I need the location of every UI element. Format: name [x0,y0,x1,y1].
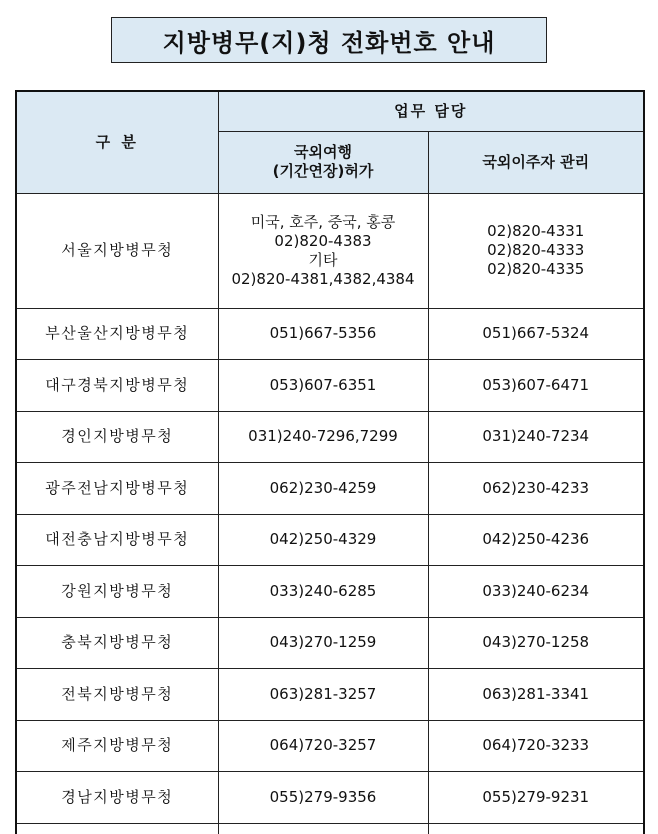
travel-cell [218,193,428,308]
region-cell: 강원지방병무청 [16,566,218,618]
region-cell: 대구경북지방병무청 [16,360,218,412]
emigrant-cell: 062)230-4233 [428,463,644,515]
table-row [16,514,644,566]
emigrant-cell: 042)250-4236 [428,514,644,566]
header-category: 구 분 [16,91,218,193]
header-travel-line2: (기간연장)허가 [272,162,374,180]
table-row [16,411,644,463]
emigrant-cell: 063)281-3341 [428,669,644,721]
travel-cell: 055)279-9356 [218,772,428,824]
travel-line: 미국, 호주, 중국, 홍콩 [250,212,396,231]
travel-cell: 063)281-3257 [218,669,428,721]
travel-cell: 043)270-1259 [218,617,428,669]
table-row [16,720,644,772]
header-travel-line1: 국외여행 [294,143,352,161]
emigrant-cell: 053)607-6471 [428,360,644,412]
region-cell: 서울지방병무청 [16,193,218,308]
region-cell: 경인지방병무청 [16,411,218,463]
clipped-cell [16,823,218,834]
travel-line: 02)820-4383 [274,231,372,250]
emigrant-line: 02)820-4331 [487,222,585,240]
travel-cell: 053)607-6351 [218,360,428,412]
header-travel-permit [218,131,428,193]
emigrant-cell: 051)667-5324 [428,308,644,360]
region-cell: 대전충남지방병무청 [16,514,218,566]
emigrant-line: 02)820-4335 [487,260,585,278]
emigrant-cell: 033)240-6234 [428,566,644,618]
travel-cell: 042)250-4329 [218,514,428,566]
header-emigrant: 국외이주자 관리 [428,131,644,193]
page-title: 지방병무(지)청 전화번호 안내 [111,17,547,63]
travel-line: 02)820-4381,4382,4384 [231,269,415,288]
travel-cell: 051)667-5356 [218,308,428,360]
emigrant-cell: 031)240-7234 [428,411,644,463]
clipped-cell [218,823,428,834]
travel-cell: 031)240-7296,7299 [218,411,428,463]
emigrant-cell: 043)270-1258 [428,617,644,669]
emigrant-cell: 055)279-9231 [428,772,644,824]
region-cell: 전북지방병무청 [16,669,218,721]
region-cell: 부산울산지방병무청 [16,308,218,360]
travel-line: 기타 [308,250,338,269]
travel-cell: 062)230-4259 [218,463,428,515]
region-cell: 제주지방병무청 [16,720,218,772]
clipped-cell [428,823,644,834]
table-row [16,617,644,669]
region-cell: 충북지방병무청 [16,617,218,669]
emigrant-line: 02)820-4333 [487,241,585,259]
phone-directory-table [15,90,645,834]
header-duty: 업무 담당 [218,91,644,131]
emigrant-cell [428,193,644,308]
table-row [16,772,644,824]
table-row [16,566,644,618]
emigrant-cell: 064)720-3233 [428,720,644,772]
travel-cell: 033)240-6285 [218,566,428,618]
travel-cell: 064)720-3257 [218,720,428,772]
table-row [16,669,644,721]
table-row [16,360,644,412]
region-cell: 경남지방병무청 [16,772,218,824]
region-cell: 광주전남지방병무청 [16,463,218,515]
table-row [16,308,644,360]
table-row [16,463,644,515]
